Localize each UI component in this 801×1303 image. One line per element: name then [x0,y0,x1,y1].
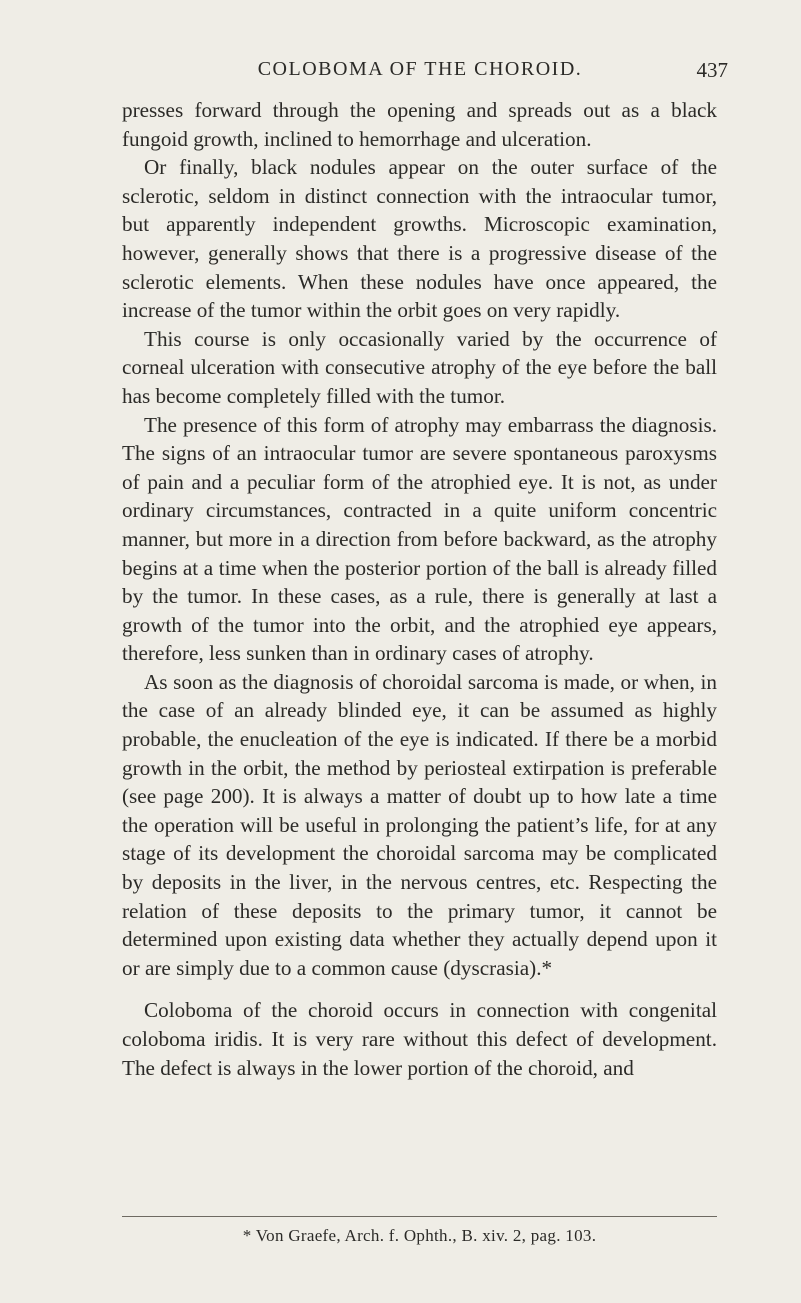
paragraph-diagnosis: The presence of this form of atrophy may embarrass the diagnosis. The signs of an intraocular tumor are severe spontaneous paroxysms of pain and a peculiar form of the atrophied eye. It is not, as under ordinary circumstances, contracted in a quite uniform concentric manner, but more in a direction from before backward, as the atrophy begins at a time when the posterior portion of the ball is already filled by the tumor. In these cases, as a rule, there is generally at last a growth of the tumor into the orbit, and the atrophied eye appears, therefore, less sunken than in ordinary cases of atrophy. [122,412,717,666]
body-text [122,96,717,1082]
paragraph-course: This course is only occasionally varied by the occurrence of corneal ulceration with consecutive atrophy of the eye before the ball has become completely filled with the tumor. [122,326,717,408]
running-head [120,58,728,86]
paragraph-enucleation: As soon as the diagnosis of choroidal sarcoma is made, or when, in the case of an already blinded eye, it can be assumed as highly probable, the enucleation of the eye is indicated. If there be a morbid growth in the orbit, the method by periosteal extirpation is preferable (see page 200). It is always a matter of doubt up to how late a time the operation will be useful in prolonging the patient’s life, for at any stage of its development the choroidal sarcoma may be complicated by deposits in the liver, in the nervous centres, etc. Respecting the relation of these deposits to the primary tumor, it cannot be determined upon existing data whether they actually depend upon it or are simply due to a common cause (dyscrasia).* [122,669,717,980]
footnote-rule [122,1216,717,1217]
paragraph-coloboma: Coloboma of the choroid occurs in connection with congenital coloboma iridis. It is very rare without this defect of development. The defect is always in the lower portion of the choroid, and [122,998,717,1080]
running-title: COLOBOMA OF THE CHOROID. [257,58,583,80]
page-number: 437 [696,58,728,82]
section-break [122,982,717,996]
footnote: * Von Graefe, Arch. f. Ophth., B. xiv. 2, pag. 103. [242,1226,597,1245]
paragraph-continued: presses forward through the opening and spreads out as a black fungoid growth, inclined to hemorrhage and ulceration. [122,98,717,151]
paragraph-nodules: Or finally, black nodules appear on the outer surface of the sclerotic, seldom in distinct connection with the intraocular tumor, but apparently independent growths. Microscopic examination, however, generally shows that there is a progressive disease of the sclerotic elements. When these nodules have once appeared, the increase of the tumor within the orbit goes on very rapidly. [122,155,717,323]
